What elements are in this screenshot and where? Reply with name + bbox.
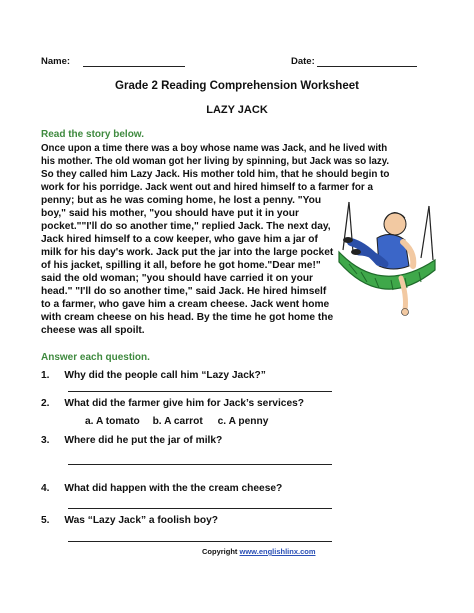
question-5 [41,515,218,526]
question-number: 4. [41,483,50,494]
question-text: Why did the people call him “Lazy Jack?” [64,370,266,381]
story-line: milk for his day's work. Jack put the jar into the large pocket [41,247,334,258]
question-4 [41,483,282,494]
story-line: to a farmer, who gave him a cream cheese. Jack went home [41,299,330,310]
answer-line-5[interactable] [68,541,332,542]
answer-choices [85,416,268,427]
story-title: LAZY JACK [206,104,268,116]
date-label: Date: [291,56,315,67]
question-1 [41,370,266,381]
story-line: his mother. The old woman got her living by spinning, but Jack was so lazy. [41,156,390,167]
question-number: 2. [41,398,50,409]
lazy-jack-hammock-illustration [335,200,439,320]
footer-link[interactable]: www.englishlinx.com [239,547,316,556]
story-instruction: Read the story below. [41,129,144,140]
story-line: So they called him Lazy Jack. His mother told him, that he should begin to [41,169,390,180]
question-text: What did happen with the the cream cheese? [64,483,283,494]
name-label: Name: [41,56,71,67]
story-line: head." "I'll do so another time," said Jack. He hired himself [41,286,327,297]
story-line: Once upon a time there was a boy whose name was Jack, and he lived with [41,143,388,154]
date-field[interactable] [317,66,417,67]
question-number: 5. [41,515,50,526]
answer-line-1[interactable] [68,391,332,392]
question-text: Was “Lazy Jack” a foolish boy? [64,515,218,526]
question-3 [41,435,222,446]
story-line: of his jacket, spilling it all, before he got home."Dear me!" [41,260,321,271]
choice-b[interactable]: b. A carrot [152,416,203,427]
answer-heading: Answer each question. [41,352,150,363]
question-text: What did the farmer give him for Jack’s services? [64,398,305,409]
copyright-footer [202,547,316,556]
answer-line-4[interactable] [68,508,332,509]
story-line: with cream cheese on his head. By the time he got home the [41,312,334,323]
worksheet-title: Grade 2 Reading Comprehension Worksheet [115,80,359,92]
copyright-label: Copyright [202,547,238,556]
story-line: pocket.""I'll do so another time," replied Jack. The next day, [41,221,331,232]
choice-c[interactable]: c. A penny [217,416,269,427]
story-line: said the old woman; "you should have carried it on your [41,273,314,284]
question-text: Where did he put the jar of milk? [64,435,223,446]
story-line: cheese was all spoilt. [41,325,145,336]
story-line: penny; but as he was coming home, he lost a penny. "You [41,195,322,206]
choice-a[interactable]: a. A tomato [85,416,140,427]
story-line: boy," said his mother, "you should have put it in your [41,208,299,219]
question-2 [41,398,304,409]
story-line: work for his porridge. Jack went out and hired himself to a farmer for a [41,182,373,193]
question-number: 3. [41,435,50,446]
answer-line-3[interactable] [68,464,332,465]
story-line: Jack hired himself to a cow keeper, who gave him a jar of [41,234,318,245]
name-field[interactable] [83,66,185,67]
question-number: 1. [41,370,50,381]
